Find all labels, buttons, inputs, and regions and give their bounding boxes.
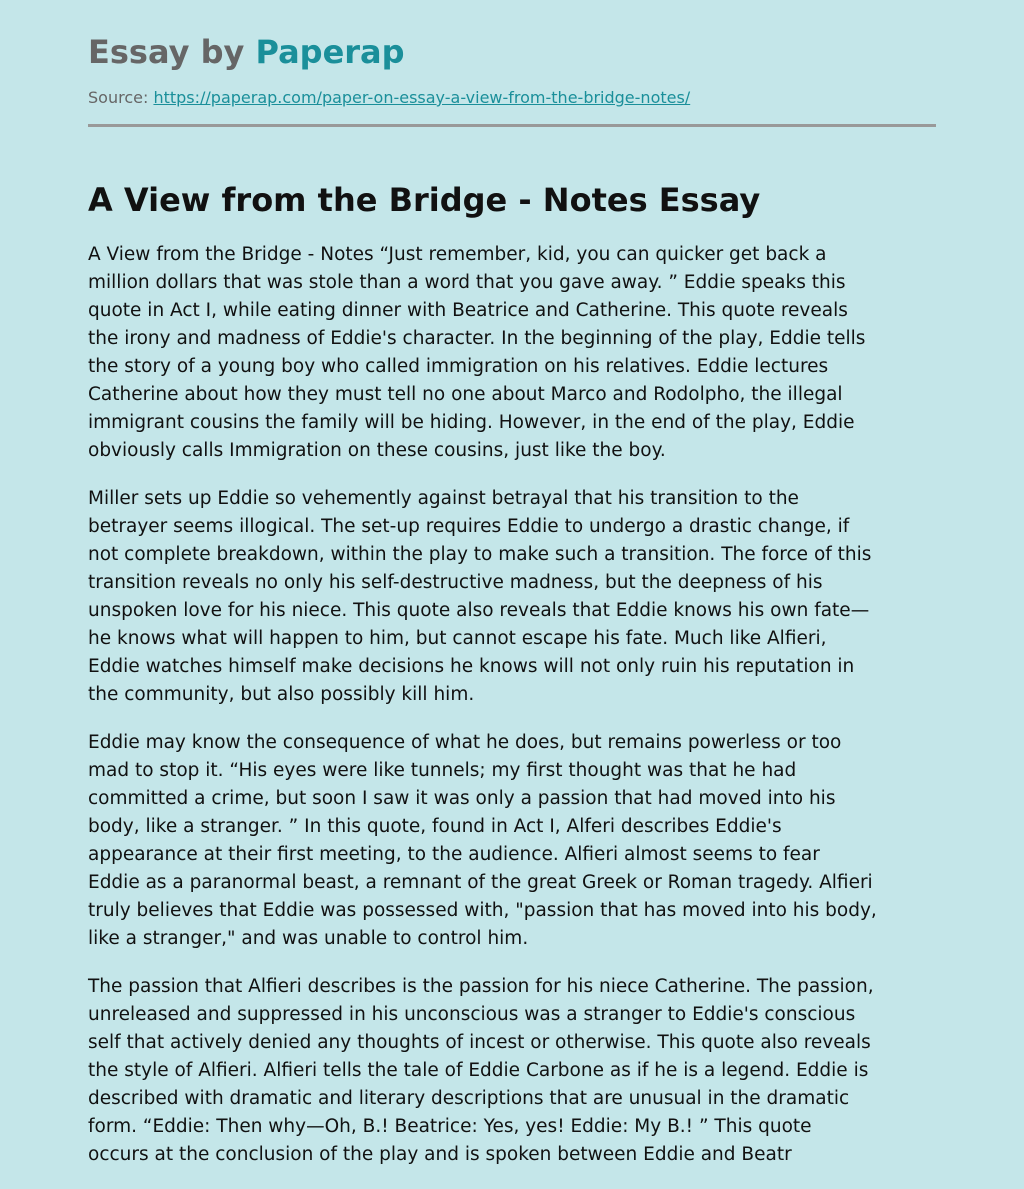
paragraph-line: betrayer seems illogical. The set-up requires Eddie to undergo a drastic change, if <box>88 516 850 537</box>
paragraph-line: the community, but also possibly kill him. <box>88 684 475 705</box>
paragraph-line: unspoken love for his niece. This quote also reveals that Eddie knows his own fate— <box>88 600 870 621</box>
paragraph-line: transition reveals no only his self-destructive madness, but the deepness of his <box>88 572 823 593</box>
paragraph-line: obviously calls Immigration on these cousins, just like the boy. <box>88 440 666 461</box>
paragraph-line: unreleased and suppressed in his unconscious was a stranger to Eddie's conscious <box>88 1004 856 1025</box>
site-brand <box>88 33 936 71</box>
site-header <box>88 33 936 107</box>
source-label: Source: <box>88 88 154 107</box>
paragraph <box>88 241 936 465</box>
paragraph-line: Catherine about how they must tell no one about Marco and Rodolpho, the illegal <box>88 384 843 405</box>
paragraph-line: committed a crime, but soon I saw it was only a passion that had moved into his <box>88 788 836 809</box>
article-body <box>88 241 936 1189</box>
paragraph-line: Miller sets up Eddie so vehemently against betrayal that his transition to the <box>88 488 799 509</box>
paragraph-line: not complete breakdown, within the play to make such a transition. The force of this <box>88 544 872 565</box>
paragraph-line: the style of Alfieri. Alfieri tells the tale of Eddie Carbone as if he is a legend. Eddie is <box>88 1060 869 1081</box>
paragraph-line: like a stranger," and was unable to control him. <box>88 928 529 949</box>
article-title: A View from the Bridge - Notes Essay <box>88 181 761 219</box>
paragraph-line: mad to stop it. “His eyes were like tunnels; my first thought was that he had <box>88 760 797 781</box>
paragraph-line: self that actively denied any thoughts of incest or otherwise. This quote also reveals <box>88 1032 871 1053</box>
paragraph-line: appearance at their first meeting, to the audience. Alfieri almost seems to fear <box>88 844 820 865</box>
paragraph-line: occurs at the conclusion of the play and is spoken between Eddie and Beatr <box>88 1144 792 1165</box>
paragraph-line: form. “Eddie: Then why—Oh, B.! Beatrice: Yes, yes! Eddie: My B.! ” This quote <box>88 1116 812 1137</box>
paragraph <box>88 729 936 953</box>
paragraph-line: described with dramatic and literary descriptions that are unusual in the dramatic <box>88 1088 850 1109</box>
paragraph-line: Eddie watches himself make decisions he knows will not only ruin his reputation in <box>88 656 855 677</box>
paragraph-line: million dollars that was stole than a word that you gave away. ” Eddie speaks this <box>88 272 846 293</box>
paragraph-line: he knows what will happen to him, but cannot escape his fate. Much like Alfieri, <box>88 628 827 649</box>
paragraph-line: The passion that Alfieri describes is the passion for his niece Catherine. The passion, <box>88 976 874 997</box>
paragraph-line: immigrant cousins the family will be hiding. However, in the end of the play, Eddie <box>88 412 855 433</box>
paragraph-line: quote in Act I, while eating dinner with Beatrice and Catherine. This quote reveals <box>88 300 848 321</box>
brand-prefix: Essay by <box>88 33 256 71</box>
paragraph-line: A View from the Bridge - Notes “Just remember, kid, you can quicker get back a <box>88 244 827 265</box>
source-link[interactable]: https://paperap.com/paper-on-essay-a-view-from-the-bridge-notes/ <box>153 88 691 107</box>
paragraph-line: the irony and madness of Eddie's character. In the beginning of the play, Eddie tells <box>88 328 866 349</box>
paragraph-line: truly believes that Eddie was possessed with, "passion that has moved into his body, <box>88 900 877 921</box>
paragraph-line: Eddie as a paranormal beast, a remnant of the great Greek or Roman tragedy. Alfieri <box>88 872 873 893</box>
paragraph-line: the story of a young boy who called immigration on his relatives. Eddie lectures <box>88 356 829 377</box>
header-divider <box>88 124 936 127</box>
paragraph-line: Eddie may know the consequence of what he does, but remains powerless or too <box>88 732 842 753</box>
paragraph <box>88 485 936 709</box>
paragraph-line: body, like a stranger. ” In this quote, found in Act I, Alferi describes Eddie's <box>88 816 782 837</box>
brand-name[interactable]: Paperap <box>255 33 405 71</box>
source-line <box>88 88 690 108</box>
paragraph <box>88 973 936 1169</box>
